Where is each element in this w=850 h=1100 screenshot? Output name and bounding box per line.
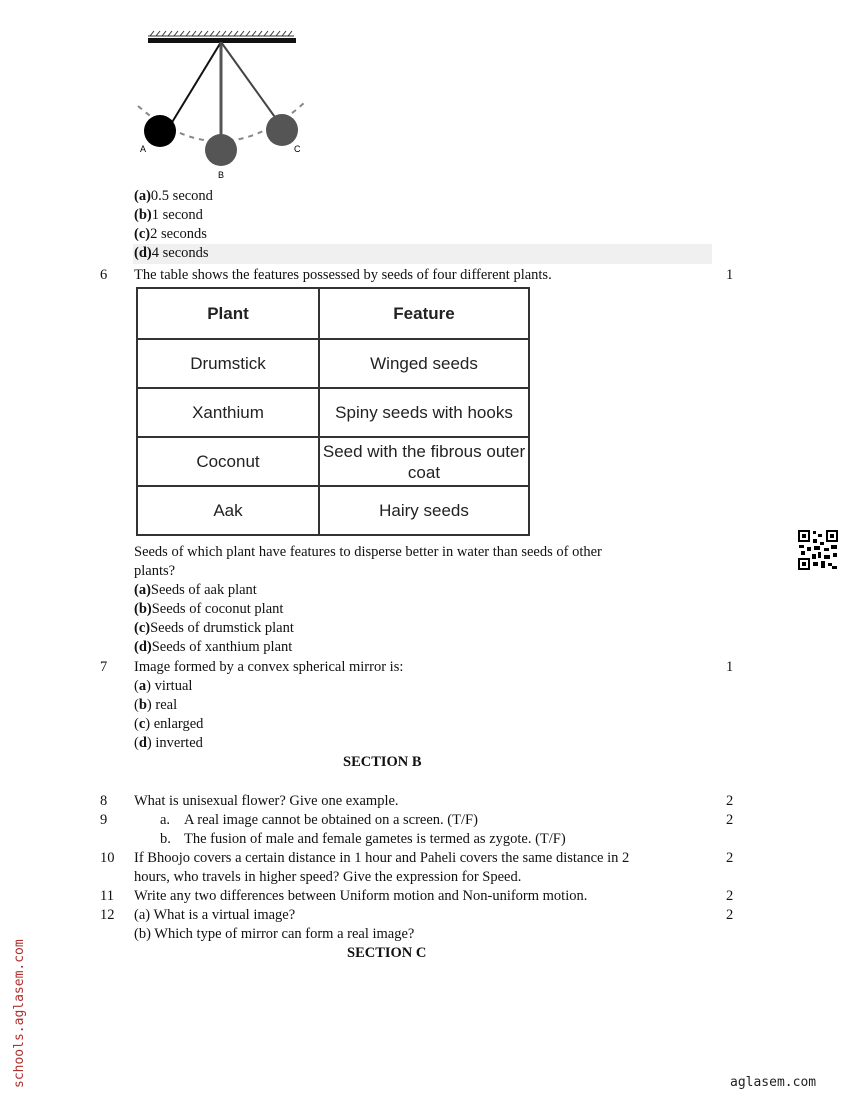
cell: Aak [137, 486, 319, 535]
q7-text: Image formed by a convex spherical mirror is: [134, 659, 404, 675]
q6-question-line2: plants? [134, 563, 176, 579]
q6-number: 6 [100, 267, 108, 283]
q6-option-a: (a)Seeds of aak plant [134, 582, 257, 598]
q6-option-b: (b)Seeds of coconut plant [134, 601, 284, 617]
watermark: schools.aglasem.com [12, 939, 27, 1088]
q12b-text: (b) Which type of mirror can form a real image? [134, 926, 415, 942]
cell: Seed with the fibrous outer coat [319, 437, 529, 486]
q7-option-c: (c) enlarged [134, 716, 204, 732]
q9-marks: 2 [726, 812, 734, 828]
q7-marks: 1 [726, 659, 734, 675]
q8-text: What is unisexual flower? Give one example. [134, 793, 399, 809]
cell: Hairy seeds [319, 486, 529, 535]
header-plant: Plant [137, 288, 319, 339]
q6-option-c: (c)Seeds of drumstick plant [134, 620, 294, 636]
q5-option-a: (a)0.5 second [134, 188, 213, 204]
q11-marks: 2 [726, 888, 734, 904]
label-a: A [140, 144, 147, 154]
q7-option-a: (a) virtual [134, 678, 193, 694]
cell: Spiny seeds with hooks [319, 388, 529, 437]
footer-site: aglasem.com [730, 1075, 817, 1090]
q10-line1: If Bhoojo covers a certain distance in 1 hour and Paheli covers the same distance in 2 [134, 850, 630, 866]
q9b-text: The fusion of male and female gametes is termed as zygote. (T/F) [184, 831, 566, 847]
q10-marks: 2 [726, 850, 734, 866]
section-b-heading: SECTION B [343, 754, 422, 770]
q12a-text: (a) What is a virtual image? [134, 907, 296, 923]
q11-number: 11 [100, 888, 114, 904]
label-c: C [294, 144, 301, 154]
q6-text: The table shows the features possessed by seeds of four different plants. [134, 267, 552, 283]
section-c-heading: SECTION C [347, 945, 427, 961]
header-feature: Feature [319, 288, 529, 339]
q7-option-d: (d) inverted [134, 735, 203, 751]
q5-option-b: (b)1 second [134, 207, 203, 223]
q10-number: 10 [100, 850, 115, 866]
cell: Drumstick [137, 339, 319, 388]
q5-option-d: (d)4 seconds [134, 245, 209, 261]
seed-features-table [136, 287, 530, 536]
q11-text: Write any two differences between Uniform motion and Non-uniform motion. [134, 888, 588, 904]
table-row [137, 339, 529, 388]
q9-number: 9 [100, 812, 108, 828]
q9b-label: b. [160, 831, 171, 847]
q6-marks: 1 [726, 267, 734, 283]
q9a-label: a. [160, 812, 171, 828]
cell: Xanthium [137, 388, 319, 437]
table-row [137, 437, 529, 486]
cell: Coconut [137, 437, 319, 486]
q8-number: 8 [100, 793, 108, 809]
q5-option-c: (c)2 seconds [134, 226, 207, 242]
q6-option-d: (d)Seeds of xanthium plant [134, 639, 293, 655]
cell: Winged seeds [319, 339, 529, 388]
q12-number: 12 [100, 907, 115, 923]
q8-marks: 2 [726, 793, 734, 809]
label-b: B [218, 170, 225, 180]
table-row [137, 486, 529, 535]
q9a-text: A real image cannot be obtained on a screen. (T/F) [184, 812, 478, 828]
q6-question-line1: Seeds of which plant have features to disperse better in water than seeds of other [134, 544, 602, 560]
q12-marks: 2 [726, 907, 734, 923]
highlight-band [133, 244, 712, 264]
q7-number: 7 [100, 659, 108, 675]
q7-option-b: (b) real [134, 697, 178, 713]
q10-line2: hours, who travels in higher speed? Give the expression for Speed. [134, 869, 522, 885]
pendulum-figure [134, 28, 314, 183]
qr-code-icon [798, 530, 838, 570]
table-row [137, 388, 529, 437]
